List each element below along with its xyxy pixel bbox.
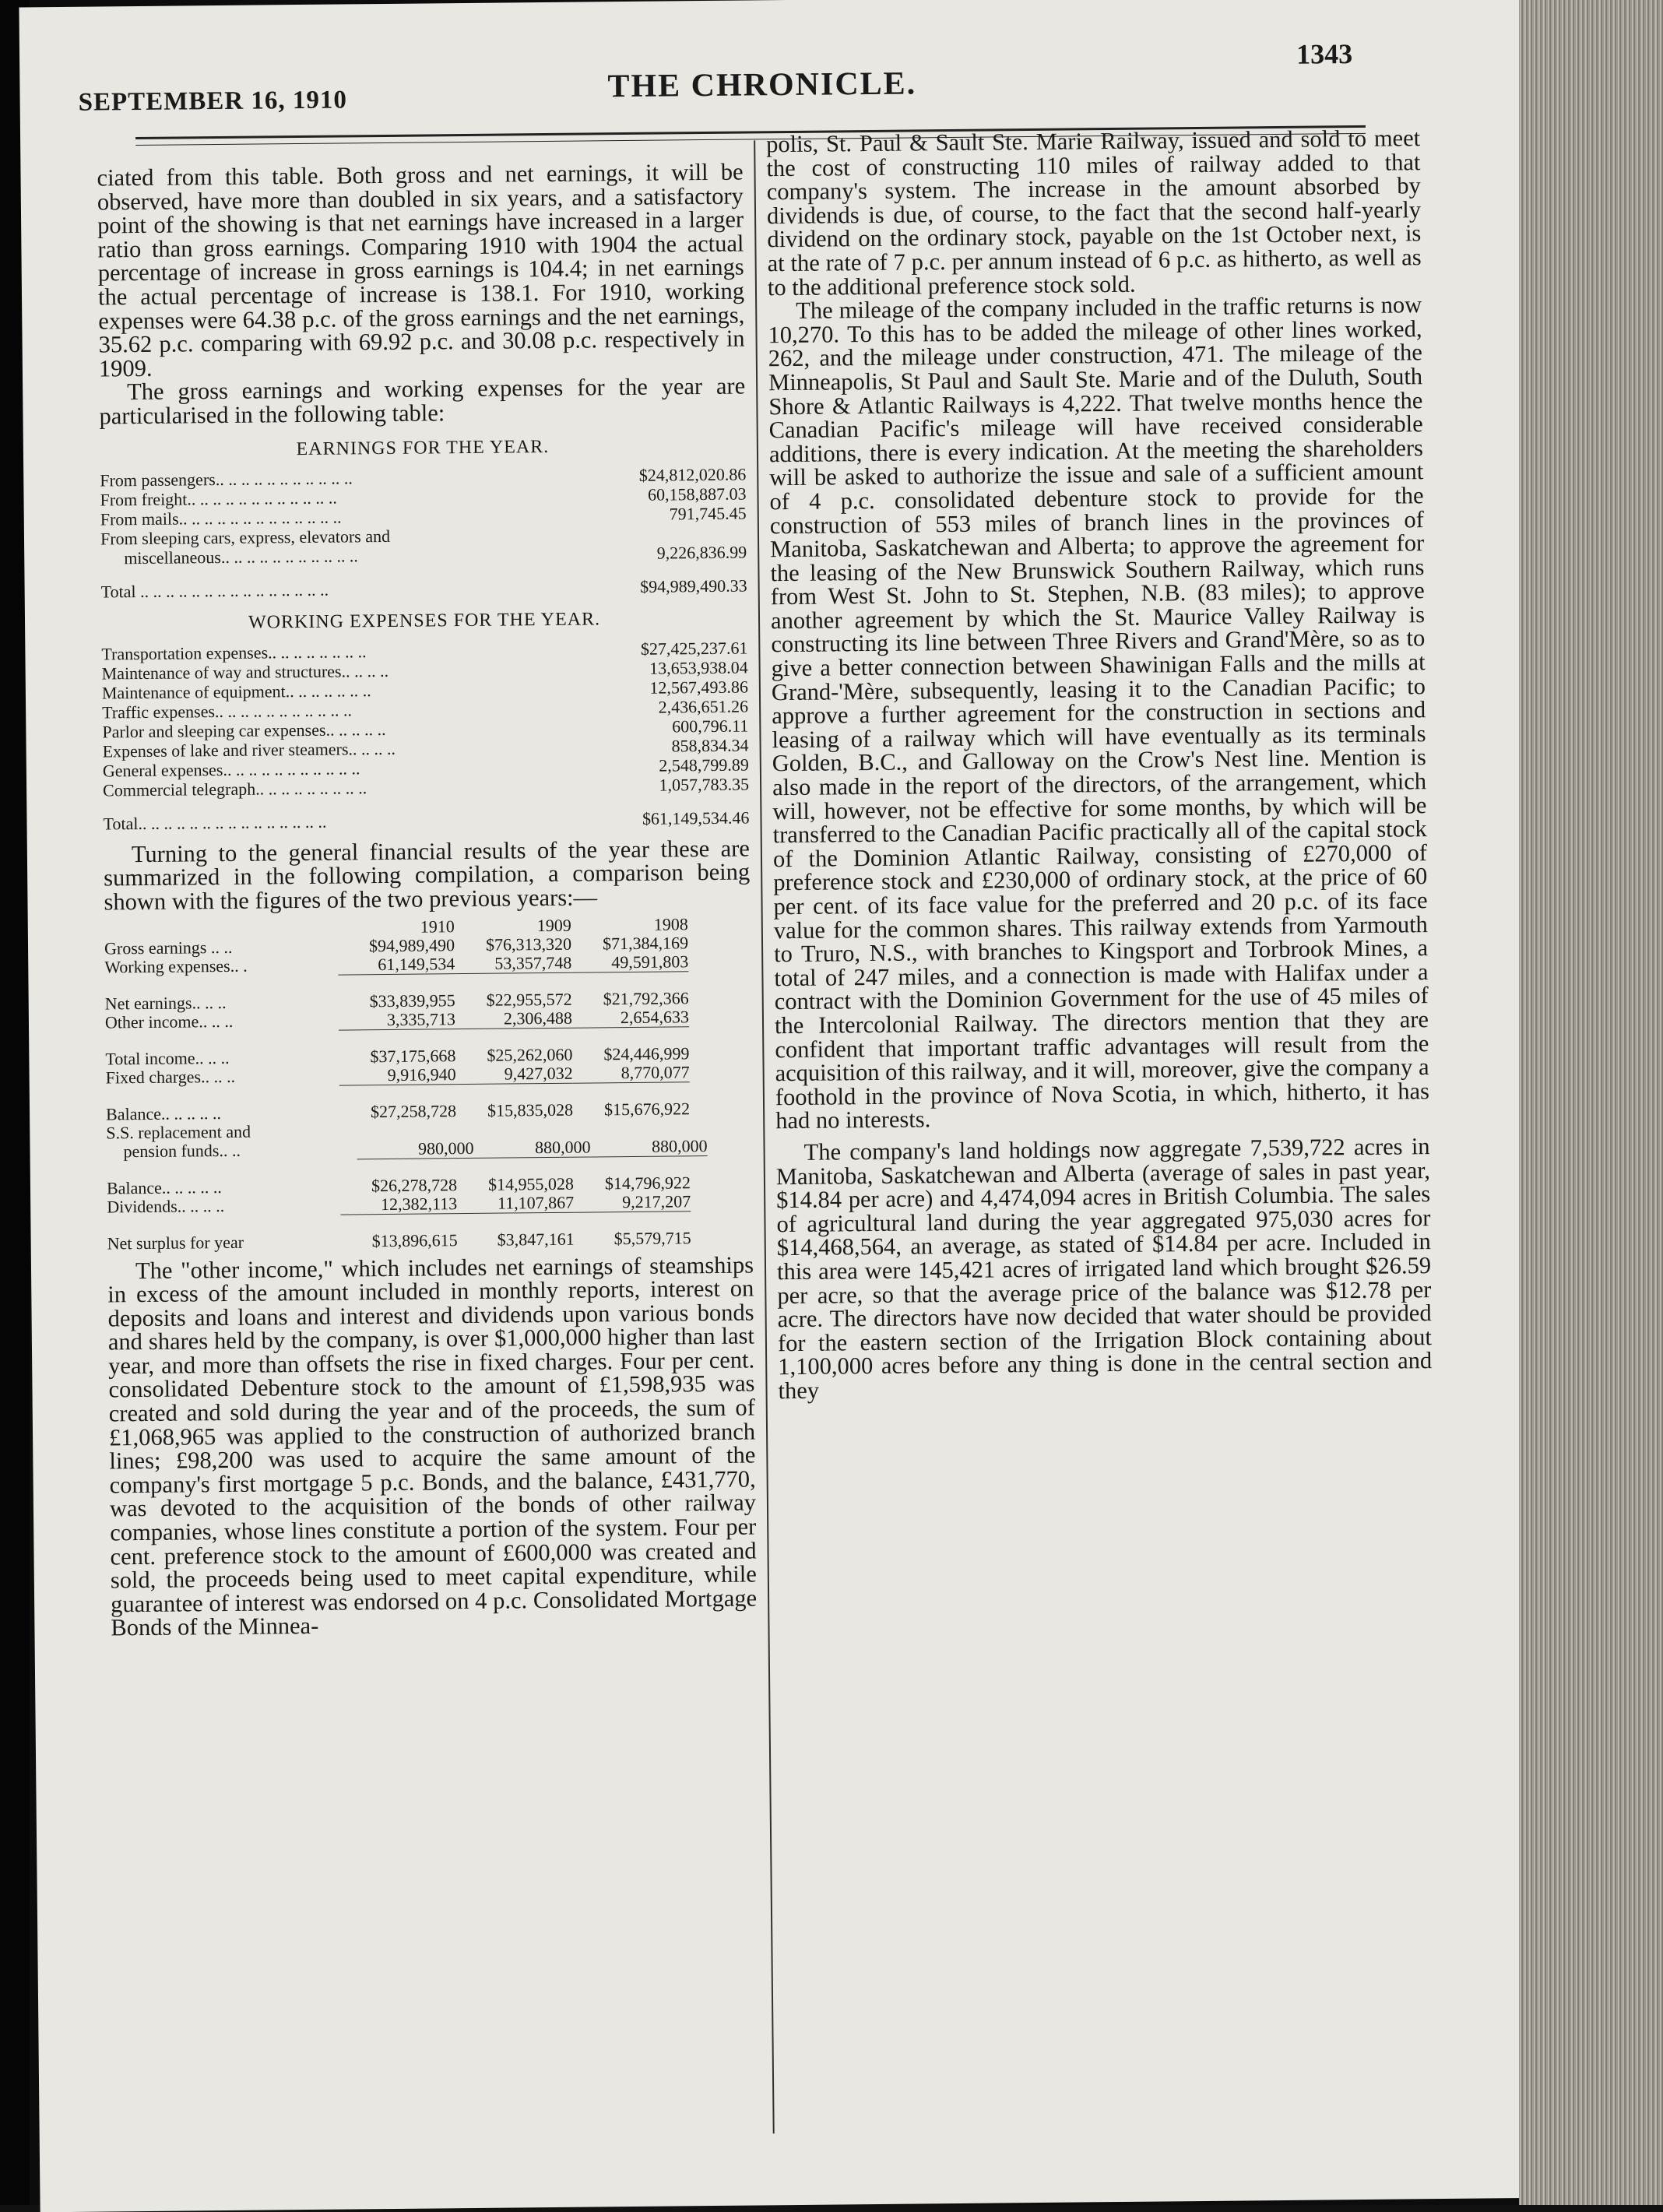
table-total-row: Total.. .. .. .. .. .. .. .. .. .. .. .. .. .. .. $61,149,534.46 (103, 807, 750, 834)
table-row: Gross earnings .. .. $94,989,490 $76,313,320 $71,384,169 (104, 932, 689, 958)
table-row: Dividends.. .. .. .. 12,382,113 11,107,867 9,217,207 (107, 1190, 691, 1216)
table-row: Parlor and sleeping car expenses.. .. .. .. .. 600,796.11 (102, 716, 749, 742)
table-row: Balance.. .. .. .. .. $26,278,728 $14,955,028 $14,796,922 (106, 1172, 691, 1197)
expenses-table-title: WORKING EXPENSES FOR THE YEAR. (248, 609, 601, 633)
table-row: General expenses.. .. .. .. .. .. .. .. .. .. .. 2,548,799.89 (102, 754, 749, 781)
earnings-table-title: EARNINGS FOR THE YEAR. (296, 436, 550, 459)
table-total-row: Total .. .. .. .. .. .. .. .. .. .. .. .. .. .. .. $94,989,490.33 (100, 575, 747, 602)
paragraph: Turning to the general financial results of the year these are summarized in the following compilation, a comparison being shown with the figures of the two previous years:— (104, 835, 751, 916)
header-title: THE CHRONICLE. (607, 65, 917, 105)
paragraph: The company's land holdings now aggregate 7,539,722 acres in Manitoba, Saskatchewan and Alberta (average of sales in past year, $14.84 per acre) and 4,474,094 acres in British Columbia. The sales of agricultural land during the year aggregated 975,030 acres for $14,468,564, an average, as stated of $14.84 per acre. Included in this area were 145,421 acres of irrigated land which brought $26.59 per acre, so that the average price of the balance was $12.78 per acre. The directors have now decided that water should be provided for the eastern section of the Irrigation Block containing about 1,100,000 acres before any thing is done in the central section and they (775, 1133, 1433, 1405)
table-row: pension funds.. .. 980,000 880,000 880,000 (123, 1135, 708, 1161)
comparison-years: 1910 1909 1908 (420, 913, 688, 937)
table-row: From sleeping cars, express, elevators and (100, 526, 391, 549)
paragraph: The "other income," which includes net earnings of steamships in excess of the amount included in monthly reports, interest on deposits and loans and interest and dividends upon various bonds and shares held by the company, is over $1,000,000 higher than last year, and more than offsets the rise in fixed charges. Four per cent. consolidated Debenture stock to the amount of £1,598,935 was created and sold during the year and of the proceeds, the sum of £1,068,965 was applied to the construction of authorized branch lines; £98,200 was used to acquire the same amount of the company's first mortgage 5 p.c. Bonds, and the balance, £431,770, was devoted to the acquisition of the bonds of other railway companies, whose lines constitute a portion of the system. Four per cent. preference stock to the amount of £600,000 was created and sold, the proceeds being used to meet capital expenditure, while guarantee of interest was endorsed on 4 p.c. Consolidated Mortgage Bonds of the Minnea- (107, 1250, 758, 1641)
table-row: Maintenance of equipment.. .. .. .. .. .. .. 12,567,493.86 (101, 677, 748, 703)
expenses-table (101, 638, 749, 833)
table-row: From freight.. .. .. .. .. .. .. .. .. .. .. .. 60,158,887.03 (100, 484, 747, 510)
table-row: Total income.. .. .. $37,175,668 $25,262,060 $24,446,999 (105, 1043, 690, 1068)
table-row: Balance.. .. .. .. .. $27,258,728 $15,835,028 $15,676,922 (105, 1098, 691, 1124)
table-row: From passengers.. .. .. .. .. .. .. .. .. .. .. $24,812,020.86 (100, 464, 747, 491)
table-row: Net earnings.. .. .. $33,839,955 $22,955,572 $21,792,366 (104, 987, 689, 1013)
paragraph: The mileage of the company included in the traffic returns is now 10,270. To this has to be added the mileage of other lines worked, 262, and the mileage under construction, 471. The mileage of the Minneapolis, St Paul and Sault Ste. Marie and of the Duluth, South Shore & Atlantic Railways is 4,222. That twelve months hence the Canadian Pacific's mileage will have received considerable additions, there is every indication. At the meeting the shareholders will be asked to authorize the issue and sale of a sufficient amount of 4 p.c. consolidated debenture stock to provide for the construction of 553 miles of branch lines in the provinces of Manitoba, Saskatchewan and Alberta; to approve the agreement for the leasing of the New Brunswick Southern Railway, which runs from West St. John to St. Stephen, N.B. (83 miles); to approve another agreement by which the St. Maurice Valley Railway is constructing its line between Three Rivers and Grand'Mère, so as to give a better connection between Shawinigan Falls and the mills at Grand-'Mère, subsequently, leasing it to the Canadian Pacific; to approve a further agreement for the construction in sections and leasing of a railway which will have eventually as its terminals Golden, B.C., and Galloway on the Crow's Nest line. Mention is also made in the report of the directors, of the arrangement, which will, however, not be effective for some months, by which will be transferred to the Canadian Pacific practically all of the capital stock of the Dominion Atlantic Railway, consisting of £270,000 of preference stock and £230,000 of ordinary stock, at the price of 60 per cent. of its face value for the preferred and 20 p.c. of its face value for the common shares. This railway extends from Yarmouth to Truro, N.S., with branches to Kingsport and Torbrook Mines, a total of 247 miles, and a connection is made with Halifax under a contract with the Dominion Government for the use of 45 miles of the Intercolonial Railway. The directors mention that they are confident that important traffic advantages will result from the acquisition of this railway, and it will, moreover, give the company a foothold in the province of Nova Scotia, in which, hitherto, it has had no interests. (768, 291, 1430, 1134)
paragraph: ciated from this table. Both gross and net earnings, it will be observed, have more than doubled in six years, and a satisfactory point of the showing is that net earnings have increased in a larger ratio than gross earnings. Comparing 1910 with 1904 the actual percentage of increase in gross earnings is 104.4; in net earnings the actual percentage of increase is 138.1. For 1910, working expenses were 64.38 p.c. of the gross earnings and the net earnings, 35.62 p.c. comparing with 69.92 p.c. and 30.08 p.c. respectively in 1909. (97, 158, 745, 382)
table-row: Working expenses.. . 61,149,534 53,357,748 49,591,803 (104, 951, 689, 976)
left-column (97, 160, 757, 1641)
table-row: Commercial telegraph.. .. .. .. .. .. .. .. .. 1,057,783.35 (102, 774, 750, 800)
book-spine (1519, 0, 1663, 2205)
table-row: Fixed charges.. .. .. 9,916,940 9,427,032 8,770,077 (105, 1061, 690, 1087)
table-row: S.S. replacement and (106, 1121, 251, 1142)
table-row: Expenses of lake and river steamers.. .. .. .. 858,834.34 (102, 735, 749, 761)
newspaper-page (19, 0, 1566, 2212)
header-date: SEPTEMBER 16, 1910 (78, 86, 348, 117)
right-column (766, 125, 1433, 1405)
table-row: From mails.. .. .. .. .. .. .. .. .. .. .. .. .. 791,745.45 (100, 503, 747, 529)
paragraph: polis, St. Paul & Sault Ste. Marie Railway, issued and sold to meet the cost of constructing 110 miles of railway added to that company's system. The increase in the amount absorbed by dividends is due, of course, to the fact that the second half-yearly dividend on the ordinary stock, payable on the 1st October next, is at the rate of 7 p.c. per annum instead of 6 p.c. as hitherto, as well as to the additional preference stock sold. (766, 125, 1422, 301)
earnings-table (100, 465, 747, 602)
table-row: miscellaneous.. .. .. .. .. .. .. .. .. .. .. 9,226,836.99 (124, 542, 747, 568)
page-number: 1343 (1296, 38, 1353, 70)
table-row: Other income.. .. .. 3,335,713 2,306,488 2,654,633 (104, 1006, 690, 1032)
table-row: Transportation expenses.. .. .. .. .. .. .. .. $27,425,237.61 (101, 638, 748, 664)
table-row: Traffic expenses.. .. .. .. .. .. .. .. .. .. .. 2,436,651.26 (102, 696, 749, 723)
table-row: Net surplus for year $13,896,615 $3,847,161 $5,579,715 (107, 1227, 691, 1253)
comparison-table (104, 914, 754, 1253)
paragraph: The gross earnings and working expenses for the year are particularised in the following table: (99, 372, 746, 430)
table-row: Maintenance of way and structures.. .. .. .. 13,653,938.04 (101, 657, 748, 684)
